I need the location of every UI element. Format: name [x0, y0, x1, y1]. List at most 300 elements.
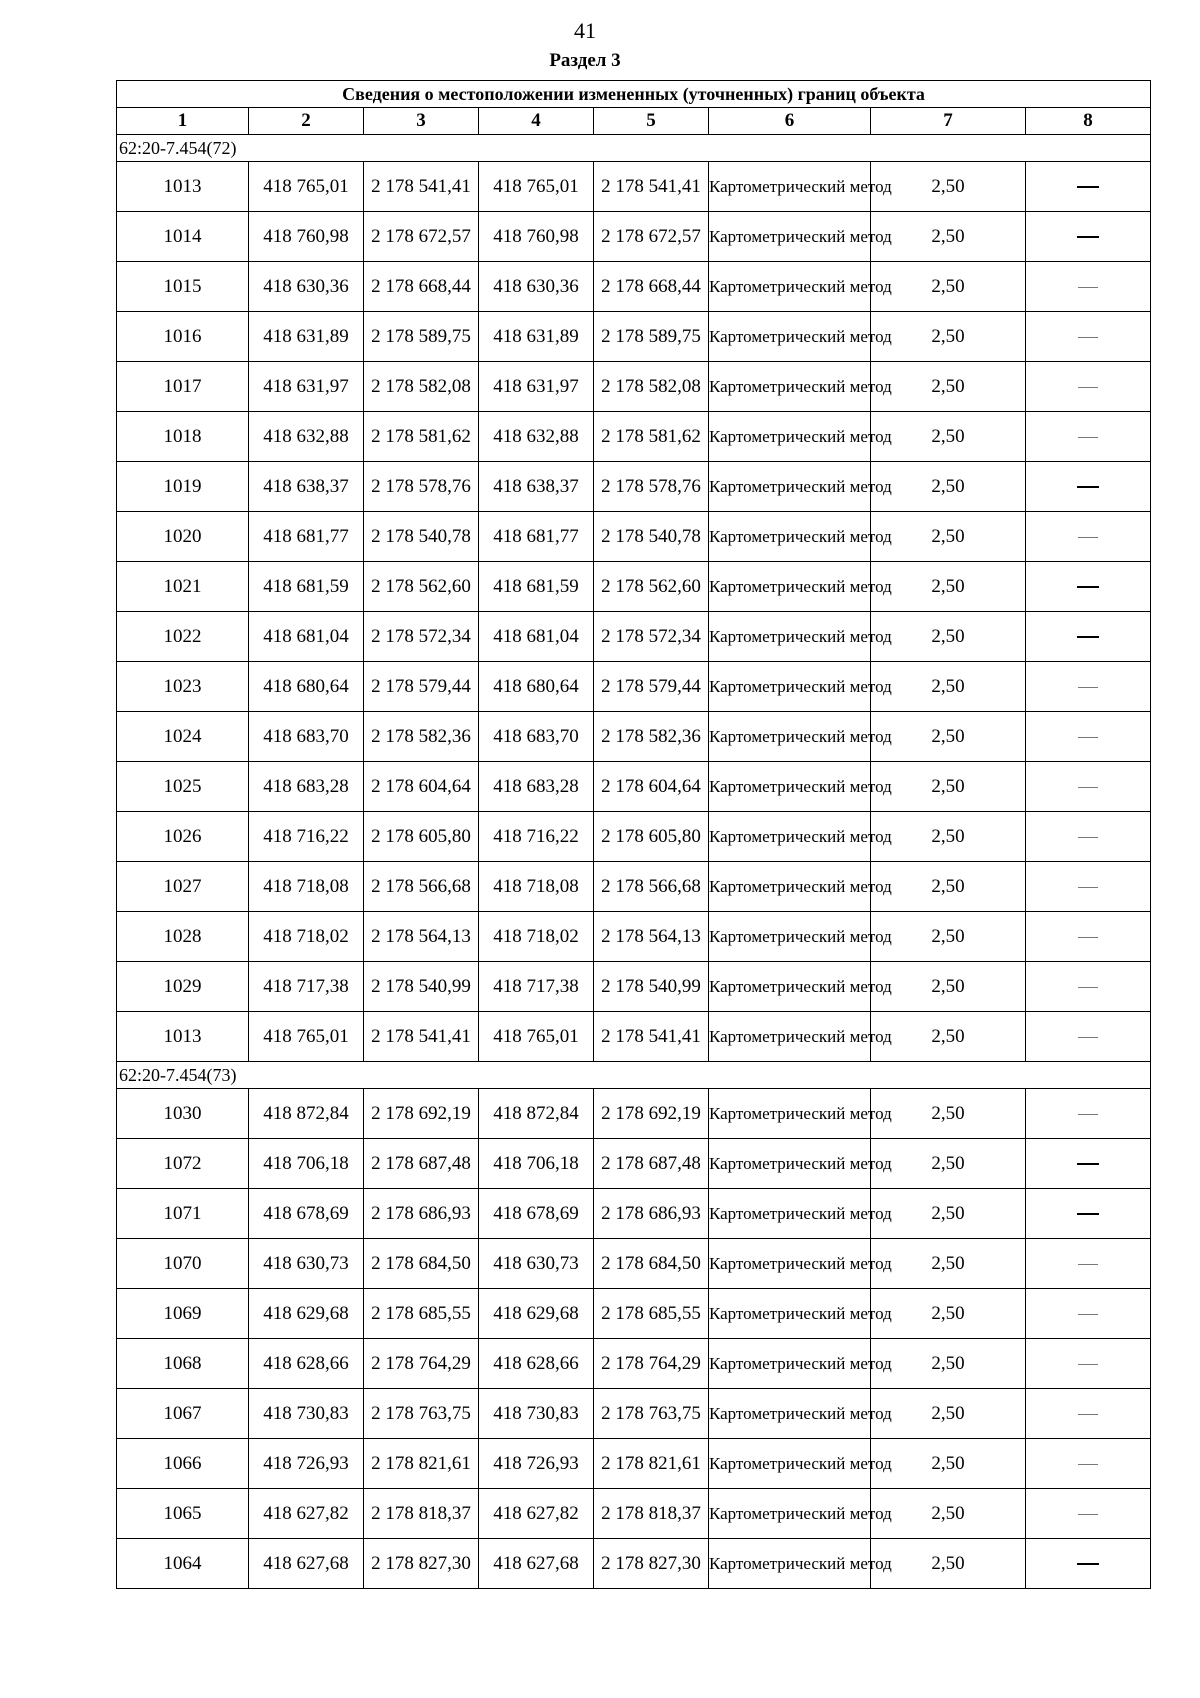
table-row: [117, 1189, 1151, 1239]
x-new-cell: 418 680,64: [479, 662, 594, 712]
method-cell: [709, 1539, 892, 1589]
dash-mark: [1078, 1314, 1098, 1315]
y-new-cell: 2 178 578,76: [594, 462, 709, 512]
x-existing-cell: 418 628,66: [249, 1339, 364, 1389]
method-text: Картометрический метод: [709, 1354, 892, 1373]
table-row: [117, 1012, 1151, 1062]
table-row: [117, 962, 1151, 1012]
accuracy-cell: 2,50: [871, 262, 1026, 312]
method-cell: [709, 162, 892, 212]
y-existing-cell: 2 178 540,99: [364, 962, 479, 1012]
table-row: [117, 762, 1151, 812]
y-new-cell: 2 178 579,44: [594, 662, 709, 712]
description-cell: [1026, 1439, 1151, 1489]
point-number-cell: 1020: [117, 512, 249, 562]
method-cell: [709, 562, 892, 612]
y-new-cell: 2 178 540,99: [594, 962, 709, 1012]
point-number-cell: 1021: [117, 562, 249, 612]
method-text: Картометрический метод: [709, 1254, 892, 1273]
table-title: Сведения о местоположении измененных (уточненных) границ объекта: [117, 81, 1151, 108]
x-new-cell: 418 726,93: [479, 1439, 594, 1489]
y-existing-cell: 2 178 582,08: [364, 362, 479, 412]
description-cell: [1026, 362, 1151, 412]
x-existing-cell: 418 627,82: [249, 1489, 364, 1539]
description-cell: [1026, 262, 1151, 312]
description-cell: [1026, 1489, 1151, 1539]
column-header: 4: [479, 108, 594, 135]
dash-mark: [1077, 586, 1099, 588]
y-new-cell: 2 178 604,64: [594, 762, 709, 812]
point-number-cell: 1025: [117, 762, 249, 812]
y-existing-cell: 2 178 605,80: [364, 812, 479, 862]
description-cell: [1026, 1012, 1151, 1062]
method-cell: [709, 1289, 892, 1339]
dash-mark: [1078, 1464, 1098, 1465]
x-existing-cell: 418 683,70: [249, 712, 364, 762]
y-existing-cell: 2 178 540,78: [364, 512, 479, 562]
point-number-cell: 1024: [117, 712, 249, 762]
page-number: 41: [574, 18, 596, 43]
x-existing-cell: 418 680,64: [249, 662, 364, 712]
description-cell: [1026, 662, 1151, 712]
table-row: [117, 1139, 1151, 1189]
y-new-cell: 2 178 672,57: [594, 212, 709, 262]
point-number-cell: 1069: [117, 1289, 249, 1339]
column-header: 3: [364, 108, 479, 135]
method-text: Картометрический метод: [709, 227, 892, 246]
point-number-cell: 1023: [117, 662, 249, 712]
method-cell: [709, 1139, 892, 1189]
table-row: [117, 162, 1151, 212]
table-row: [117, 1489, 1151, 1539]
method-cell: [709, 262, 892, 312]
table-row: [117, 912, 1151, 962]
point-number-cell: 1018: [117, 412, 249, 462]
dash-mark: [1077, 1163, 1099, 1165]
parcel-number: 62:20-7.454(73): [117, 1062, 1151, 1089]
point-number-cell: 1015: [117, 262, 249, 312]
method-cell: [709, 862, 892, 912]
table-row: [117, 812, 1151, 862]
method-text: Картометрический метод: [709, 377, 892, 396]
point-number-cell: 1027: [117, 862, 249, 912]
parcel-number: 62:20-7.454(72): [117, 135, 1151, 162]
method-cell: [709, 912, 892, 962]
method-cell: [709, 1012, 892, 1062]
method-text: Картометрический метод: [709, 1454, 892, 1473]
y-existing-cell: 2 178 687,48: [364, 1139, 479, 1189]
y-existing-cell: 2 178 541,41: [364, 162, 479, 212]
x-new-cell: 418 678,69: [479, 1189, 594, 1239]
y-existing-cell: 2 178 764,29: [364, 1339, 479, 1389]
x-new-cell: 418 765,01: [479, 162, 594, 212]
accuracy-cell: 2,50: [871, 162, 1026, 212]
table-row: [117, 512, 1151, 562]
y-existing-cell: 2 178 672,57: [364, 212, 479, 262]
point-number-cell: 1072: [117, 1139, 249, 1189]
x-existing-cell: 418 678,69: [249, 1189, 364, 1239]
y-new-cell: 2 178 564,13: [594, 912, 709, 962]
y-new-cell: 2 178 566,68: [594, 862, 709, 912]
point-number-cell: 1014: [117, 212, 249, 262]
y-new-cell: 2 178 582,36: [594, 712, 709, 762]
accuracy-cell: 2,50: [871, 1189, 1026, 1239]
table-row: [117, 1539, 1151, 1589]
x-new-cell: 418 681,77: [479, 512, 594, 562]
y-existing-cell: 2 178 686,93: [364, 1189, 479, 1239]
dash-mark: [1078, 1037, 1098, 1038]
dash-mark: [1078, 1364, 1098, 1365]
x-existing-cell: 418 631,97: [249, 362, 364, 412]
method-text: Картометрический метод: [709, 177, 892, 196]
y-new-cell: 2 178 692,19: [594, 1089, 709, 1139]
accuracy-cell: 2,50: [871, 212, 1026, 262]
description-cell: [1026, 812, 1151, 862]
x-new-cell: 418 717,38: [479, 962, 594, 1012]
description-cell: [1026, 862, 1151, 912]
table-row: [117, 662, 1151, 712]
x-existing-cell: 418 718,02: [249, 912, 364, 962]
table-row: [117, 562, 1151, 612]
y-new-cell: 2 178 684,50: [594, 1239, 709, 1289]
method-text: Картометрический метод: [709, 977, 892, 996]
x-new-cell: 418 628,66: [479, 1339, 594, 1389]
point-number-cell: 1067: [117, 1389, 249, 1439]
method-text: Картометрический метод: [709, 1554, 892, 1573]
method-cell: [709, 812, 892, 862]
table-row: [117, 862, 1151, 912]
dash-mark: [1078, 537, 1098, 538]
dash-mark: [1078, 687, 1098, 688]
accuracy-cell: 2,50: [871, 1012, 1026, 1062]
table-body: [117, 135, 1151, 1589]
method-text: Картометрический метод: [709, 627, 892, 646]
y-existing-cell: 2 178 827,30: [364, 1539, 479, 1589]
method-cell: [709, 662, 892, 712]
dash-mark: [1077, 236, 1099, 238]
table-row: [117, 362, 1151, 412]
x-existing-cell: 418 630,73: [249, 1239, 364, 1289]
method-cell: [709, 1339, 892, 1389]
y-new-cell: 2 178 821,61: [594, 1439, 709, 1489]
description-cell: [1026, 412, 1151, 462]
y-existing-cell: 2 178 572,34: [364, 612, 479, 662]
y-new-cell: 2 178 605,80: [594, 812, 709, 862]
method-text: Картометрический метод: [709, 677, 892, 696]
accuracy-cell: 2,50: [871, 512, 1026, 562]
description-cell: [1026, 162, 1151, 212]
table-row: [117, 312, 1151, 362]
method-text: Картометрический метод: [709, 1504, 892, 1523]
point-number-cell: 1029: [117, 962, 249, 1012]
point-number-cell: 1065: [117, 1489, 249, 1539]
table-row: [117, 612, 1151, 662]
accuracy-cell: 2,50: [871, 312, 1026, 362]
dash-mark: [1078, 1414, 1098, 1415]
y-existing-cell: 2 178 589,75: [364, 312, 479, 362]
table-row: [117, 1289, 1151, 1339]
dash-mark: [1077, 186, 1099, 188]
method-cell: [709, 312, 892, 362]
accuracy-cell: 2,50: [871, 1239, 1026, 1289]
method-cell: [709, 462, 892, 512]
description-cell: [1026, 562, 1151, 612]
y-existing-cell: 2 178 581,62: [364, 412, 479, 462]
description-cell: [1026, 1339, 1151, 1389]
y-existing-cell: 2 178 668,44: [364, 262, 479, 312]
y-new-cell: 2 178 562,60: [594, 562, 709, 612]
method-text: Картометрический метод: [709, 577, 892, 596]
dash-mark: [1078, 737, 1098, 738]
description-cell: [1026, 612, 1151, 662]
method-cell: [709, 712, 892, 762]
x-new-cell: 418 638,37: [479, 462, 594, 512]
x-new-cell: 418 681,04: [479, 612, 594, 662]
method-cell: [709, 962, 892, 1012]
x-existing-cell: 418 716,22: [249, 812, 364, 862]
accuracy-cell: 2,50: [871, 612, 1026, 662]
dash-mark: [1077, 1563, 1099, 1565]
description-cell: [1026, 1239, 1151, 1289]
x-new-cell: 418 730,83: [479, 1389, 594, 1439]
y-existing-cell: 2 178 564,13: [364, 912, 479, 962]
column-header: 7: [871, 108, 1026, 135]
method-text: Картометрический метод: [709, 327, 892, 346]
point-number-cell: 1070: [117, 1239, 249, 1289]
method-cell: [709, 512, 892, 562]
x-new-cell: 418 627,82: [479, 1489, 594, 1539]
x-existing-cell: 418 681,59: [249, 562, 364, 612]
y-new-cell: 2 178 541,41: [594, 1012, 709, 1062]
y-existing-cell: 2 178 604,64: [364, 762, 479, 812]
x-new-cell: 418 718,02: [479, 912, 594, 962]
boundary-coordinates-table: [116, 80, 1151, 1589]
column-header-row: [117, 108, 1151, 135]
x-new-cell: 418 683,28: [479, 762, 594, 812]
table-row: [117, 462, 1151, 512]
method-cell: [709, 612, 892, 662]
table-row: [117, 712, 1151, 762]
point-number-cell: 1013: [117, 1012, 249, 1062]
y-existing-cell: 2 178 821,61: [364, 1439, 479, 1489]
dash-mark: [1078, 1264, 1098, 1265]
description-cell: [1026, 762, 1151, 812]
method-cell: [709, 1489, 892, 1539]
dash-mark: [1078, 1514, 1098, 1515]
method-text: Картометрический метод: [709, 1404, 892, 1423]
method-text: Картометрический метод: [709, 1304, 892, 1323]
x-new-cell: 418 760,98: [479, 212, 594, 262]
description-cell: [1026, 312, 1151, 362]
x-existing-cell: 418 627,68: [249, 1539, 364, 1589]
description-cell: [1026, 1139, 1151, 1189]
x-new-cell: 418 706,18: [479, 1139, 594, 1189]
x-existing-cell: 418 630,36: [249, 262, 364, 312]
x-new-cell: 418 629,68: [479, 1289, 594, 1339]
method-cell: [709, 1239, 892, 1289]
column-header: 2: [249, 108, 364, 135]
y-existing-cell: 2 178 763,75: [364, 1389, 479, 1439]
y-new-cell: 2 178 827,30: [594, 1539, 709, 1589]
accuracy-cell: 2,50: [871, 1339, 1026, 1389]
y-new-cell: 2 178 541,41: [594, 162, 709, 212]
y-new-cell: 2 178 818,37: [594, 1489, 709, 1539]
y-existing-cell: 2 178 692,19: [364, 1089, 479, 1139]
point-number-cell: 1019: [117, 462, 249, 512]
x-new-cell: 418 627,68: [479, 1539, 594, 1589]
accuracy-cell: 2,50: [871, 862, 1026, 912]
x-new-cell: 418 718,08: [479, 862, 594, 912]
y-new-cell: 2 178 685,55: [594, 1289, 709, 1339]
method-text: Картометрический метод: [709, 1204, 892, 1223]
x-existing-cell: 418 872,84: [249, 1089, 364, 1139]
table-row: [117, 1339, 1151, 1389]
description-cell: [1026, 212, 1151, 262]
method-text: Картометрический метод: [709, 1027, 892, 1046]
dash-mark: [1078, 937, 1098, 938]
description-cell: [1026, 962, 1151, 1012]
method-cell: [709, 1089, 892, 1139]
x-existing-cell: 418 760,98: [249, 212, 364, 262]
y-existing-cell: 2 178 818,37: [364, 1489, 479, 1539]
table-title-row: [117, 81, 1151, 108]
table-row: [117, 1389, 1151, 1439]
x-new-cell: 418 681,59: [479, 562, 594, 612]
accuracy-cell: 2,50: [871, 812, 1026, 862]
table-row: [117, 212, 1151, 262]
point-number-cell: 1022: [117, 612, 249, 662]
accuracy-cell: 2,50: [871, 1539, 1026, 1589]
method-cell: [709, 1189, 892, 1239]
x-new-cell: 418 631,97: [479, 362, 594, 412]
x-existing-cell: 418 683,28: [249, 762, 364, 812]
x-new-cell: 418 765,01: [479, 1012, 594, 1062]
x-existing-cell: 418 718,08: [249, 862, 364, 912]
description-cell: [1026, 712, 1151, 762]
table-row: [117, 262, 1151, 312]
method-cell: [709, 762, 892, 812]
method-text: Картометрический метод: [709, 727, 892, 746]
description-cell: [1026, 462, 1151, 512]
y-existing-cell: 2 178 562,60: [364, 562, 479, 612]
column-header: 6: [709, 108, 871, 135]
y-new-cell: 2 178 581,62: [594, 412, 709, 462]
x-existing-cell: 418 765,01: [249, 1012, 364, 1062]
x-existing-cell: 418 631,89: [249, 312, 364, 362]
point-number-cell: 1028: [117, 912, 249, 962]
x-existing-cell: 418 638,37: [249, 462, 364, 512]
method-cell: [709, 362, 892, 412]
x-existing-cell: 418 681,04: [249, 612, 364, 662]
dash-mark: [1078, 887, 1098, 888]
y-new-cell: 2 178 686,93: [594, 1189, 709, 1239]
method-text: Картометрический метод: [709, 877, 892, 896]
dash-mark: [1078, 987, 1098, 988]
description-cell: [1026, 1539, 1151, 1589]
x-existing-cell: 418 629,68: [249, 1289, 364, 1339]
dash-mark: [1078, 287, 1098, 288]
y-existing-cell: 2 178 541,41: [364, 1012, 479, 1062]
y-existing-cell: 2 178 684,50: [364, 1239, 479, 1289]
y-new-cell: 2 178 572,34: [594, 612, 709, 662]
group-header-row: [117, 1062, 1151, 1089]
table-row: [117, 412, 1151, 462]
accuracy-cell: 2,50: [871, 962, 1026, 1012]
point-number-cell: 1064: [117, 1539, 249, 1589]
accuracy-cell: 2,50: [871, 362, 1026, 412]
accuracy-cell: 2,50: [871, 1089, 1026, 1139]
x-new-cell: 418 683,70: [479, 712, 594, 762]
method-text: Картометрический метод: [709, 1154, 892, 1173]
x-existing-cell: 418 717,38: [249, 962, 364, 1012]
section-title: Раздел 3: [549, 50, 621, 71]
dash-mark: [1078, 387, 1098, 388]
method-text: Картометрический метод: [709, 477, 892, 496]
y-existing-cell: 2 178 582,36: [364, 712, 479, 762]
x-existing-cell: 418 706,18: [249, 1139, 364, 1189]
dash-mark: [1077, 486, 1099, 488]
description-cell: [1026, 1289, 1151, 1339]
accuracy-cell: 2,50: [871, 1139, 1026, 1189]
y-existing-cell: 2 178 579,44: [364, 662, 479, 712]
method-cell: [709, 212, 892, 262]
x-new-cell: 418 630,73: [479, 1239, 594, 1289]
table-row: [117, 1089, 1151, 1139]
method-text: Картометрический метод: [709, 1104, 892, 1123]
y-existing-cell: 2 178 566,68: [364, 862, 479, 912]
y-new-cell: 2 178 589,75: [594, 312, 709, 362]
description-cell: [1026, 1389, 1151, 1439]
dash-mark: [1078, 787, 1098, 788]
method-text: Картометрический метод: [709, 827, 892, 846]
accuracy-cell: 2,50: [871, 1289, 1026, 1339]
method-cell: [709, 1389, 892, 1439]
x-new-cell: 418 631,89: [479, 312, 594, 362]
method-text: Картометрический метод: [709, 277, 892, 296]
description-cell: [1026, 1189, 1151, 1239]
x-existing-cell: 418 765,01: [249, 162, 364, 212]
y-new-cell: 2 178 687,48: [594, 1139, 709, 1189]
method-text: Картометрический метод: [709, 777, 892, 796]
dash-mark: [1078, 1114, 1098, 1115]
table-row: [117, 1239, 1151, 1289]
point-number-cell: 1017: [117, 362, 249, 412]
dash-mark: [1078, 337, 1098, 338]
y-new-cell: 2 178 540,78: [594, 512, 709, 562]
x-new-cell: 418 630,36: [479, 262, 594, 312]
point-number-cell: 1013: [117, 162, 249, 212]
description-cell: [1026, 912, 1151, 962]
accuracy-cell: 2,50: [871, 762, 1026, 812]
x-existing-cell: 418 726,93: [249, 1439, 364, 1489]
group-header-row: [117, 135, 1151, 162]
y-existing-cell: 2 178 685,55: [364, 1289, 479, 1339]
x-new-cell: 418 716,22: [479, 812, 594, 862]
x-existing-cell: 418 730,83: [249, 1389, 364, 1439]
point-number-cell: 1066: [117, 1439, 249, 1489]
dash-mark: [1077, 636, 1099, 638]
accuracy-cell: 2,50: [871, 912, 1026, 962]
dash-mark: [1078, 837, 1098, 838]
method-cell: [709, 1439, 892, 1489]
y-new-cell: 2 178 582,08: [594, 362, 709, 412]
column-header: 1: [117, 108, 249, 135]
x-existing-cell: 418 632,88: [249, 412, 364, 462]
method-text: Картометрический метод: [709, 927, 892, 946]
accuracy-cell: 2,50: [871, 1389, 1026, 1439]
point-number-cell: 1068: [117, 1339, 249, 1389]
point-number-cell: 1016: [117, 312, 249, 362]
